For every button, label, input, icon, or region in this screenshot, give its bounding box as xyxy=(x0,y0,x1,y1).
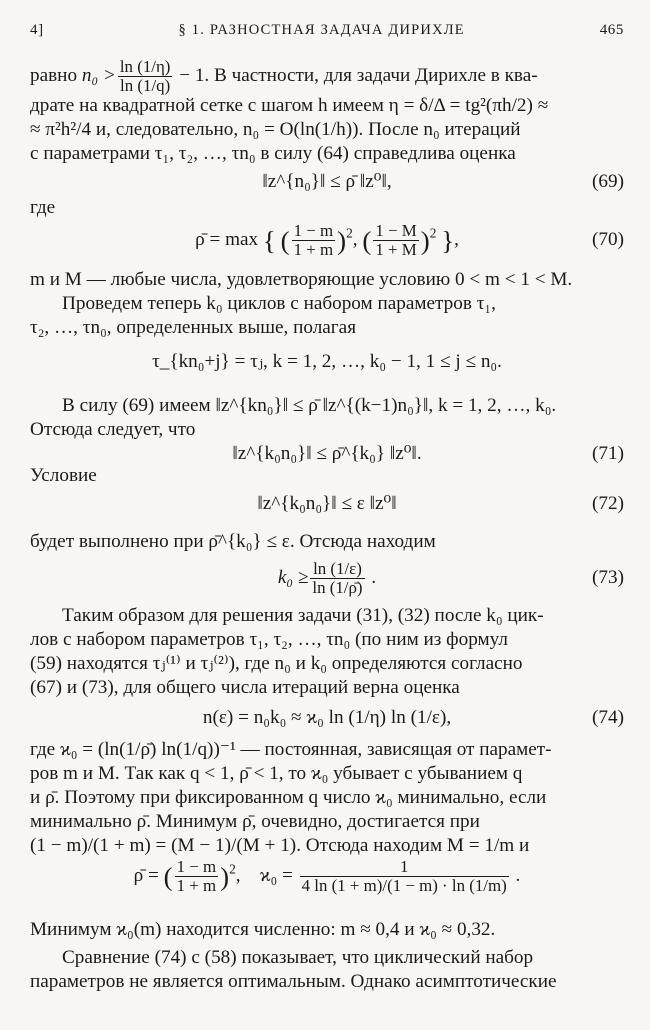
text-line: и ρ̄. Поэтому при фиксированном q число ϰ₀ минимально, если xyxy=(30,787,547,808)
text-line: ≈ π²h²/4 и, следовательно, n₀ = O(ln(1/h)). После n₀ итераций xyxy=(30,119,521,140)
text-line: (67) и (73), для общего числа итераций верна оценка xyxy=(30,677,460,698)
text-line: лов с набором параметров τ₁, τ₂, …, τn₀ (по ним из формул xyxy=(30,629,508,650)
header-left: 4] xyxy=(30,22,44,38)
text-line: Отсюда следует, что xyxy=(30,419,196,440)
text-line: Сравнение (74) с (58) показывает, что циклический набор xyxy=(62,947,534,968)
text-line: равно n₀ > $\frac{\ln (1/\eta)}{\ln (1/q)}$ − 1. В частности, для задачи Дирихле в ква- xyxy=(30,57,538,95)
text-line: будет выполнено при ρ̄^{k₀} ≤ ε. Отсюда находим xyxy=(30,531,436,552)
inline-formula: n₀ > $\frac{\ln (1/\eta)}{\ln (1/q)}$ xyxy=(81,57,171,95)
equation-73: k₀ ≥ $\frac{\ln (1/\varepsilon)}{\ln (1/\rhō)}$ . xyxy=(277,559,377,597)
equation-72: ‖z^{k₀n₀}‖ ≤ ε ‖z⁰‖ xyxy=(257,493,397,514)
equation-rho-kappa: ρ̄ = ( $\frac{1 - m}{1 + m}$ )$^2$, ϰ₀ = $\frac{1}{4 \ln (1 + m)/(1 - m) \cdot \ln (1/m)}$ . xyxy=(133,857,521,895)
text-line: с параметрами τ₁, τ₂, …, τn₀ в силу (64) справедлива оценка xyxy=(30,143,516,164)
text-line: минимально ρ̄. Минимум ρ̄, очевидно, достигается при xyxy=(30,811,480,832)
equation-number: (74) xyxy=(592,707,624,728)
text-line: драте на квадратной сетке с шагом h имеем η = δ/Δ = tg²(πh/2) ≈ xyxy=(30,95,549,116)
equation-number: (70) xyxy=(592,229,624,250)
header-title: § 1. РАЗНОСТНАЯ ЗАДАЧА ДИРИХЛЕ xyxy=(178,22,465,38)
equation-69: ‖z^{n₀}‖ ≤ ρ̄ ‖z⁰‖, xyxy=(262,171,392,192)
text-line: (1 − m)/(1 + m) = (M − 1)/(M + 1). Отсюда находим M = 1/m и xyxy=(30,835,530,856)
running-header xyxy=(30,18,624,42)
text-line: параметров не является оптимальным. Однако асимптотические xyxy=(30,971,557,992)
text-line: Проведем теперь k₀ циклов с набором параметров τ₁, xyxy=(62,293,496,314)
text-line: ров m и M. Так как q < 1, ρ̄ < 1, то ϰ₀ убывает с убыванием q xyxy=(30,763,523,784)
equation-number: (69) xyxy=(592,171,624,192)
equation-number: (71) xyxy=(592,443,624,464)
text-line: Таким образом для решения задачи (31), (32) после k₀ цик- xyxy=(62,605,544,626)
equation-70: ρ̄ = max { ( $\frac{1 - m}{1 + m}$ )$^2$, ( $\frac{1 - M}{1 + M}$ )$^2$ }, xyxy=(195,221,459,259)
text-line: τ₂, …, τn₀, определенных выше, полагая xyxy=(30,317,357,338)
equation-71: ‖z^{k₀n₀}‖ ≤ ρ̄^{k₀} ‖z⁰‖. xyxy=(232,443,422,464)
text-line: где ϰ₀ = (ln(1/ρ̄) ln(1/q))⁻¹ — постоянная, зависящая от парамет- xyxy=(30,739,552,760)
text-line: (59) находятся τⱼ⁽¹⁾ и τⱼ⁽²⁾), где n₀ и k₀ определяются согласно xyxy=(30,653,523,674)
text-line: В силу (69) имеем ‖z^{kn₀}‖ ≤ ρ̄ ‖z^{(k−1)n₀}‖, k = 1, 2, …, k₀. xyxy=(62,395,557,416)
page-number: 465 xyxy=(599,22,624,38)
text-line: Минимум ϰ₀(m) находится численно: m ≈ 0,4 и ϰ₀ ≈ 0,32. xyxy=(30,919,496,940)
equation-tau-cycle: τ_{kn₀+j} = τⱼ, k = 1, 2, …, k₀ − 1, 1 ≤ j ≤ n₀. xyxy=(152,351,502,372)
equation-number: (72) xyxy=(592,493,624,514)
text-line: m и M — любые числа, удовлетворяющие условию 0 < m < 1 < M. xyxy=(30,269,573,290)
text-line: Условие xyxy=(30,465,97,486)
equation-number: (73) xyxy=(592,567,624,588)
equation-74: n(ε) = n₀k₀ ≈ ϰ₀ ln (1/η) ln (1/ε), xyxy=(202,707,452,728)
text-line: где xyxy=(30,197,56,218)
